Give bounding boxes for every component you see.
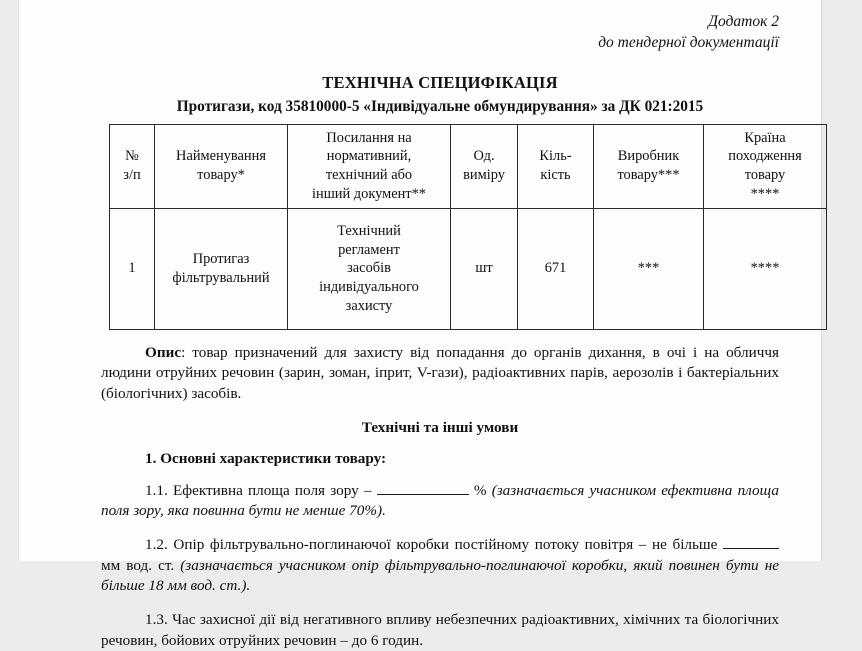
item-1-3 — [101, 610, 779, 651]
cell-quantity: 671 — [518, 208, 594, 329]
conditions-heading: Технічні та інші умови — [361, 418, 519, 436]
cell-reference-line3: засобів — [347, 260, 391, 277]
cell-name-line1: Протигаз — [192, 250, 250, 267]
header-reference-line3: технічний або — [325, 167, 413, 184]
item-1-2-note: (зазначається учасником опір фільтрувально-поглинаючої коробки, який повинен бути не більше 18 мм вод. ст.). — [101, 556, 779, 595]
cell-unit: шт — [451, 208, 518, 329]
item-1-1-note: (зазначається учасником ефективна площа поля зору, яка повинна бути не менше 70%). — [101, 481, 780, 520]
item-1-1-after-blank: % — [468, 481, 492, 499]
header-name-line2: товару* — [197, 167, 245, 184]
item-1-1-blank-field[interactable] — [377, 494, 469, 495]
header-country-line1: Країна — [744, 129, 786, 146]
header-cell-unit — [451, 124, 518, 208]
header-unit-line2: виміру — [463, 167, 505, 184]
item-1-1-prefix: 1.1. Ефективна площа поля зору – — [145, 481, 377, 499]
item-1-2-after-blank: мм вод. ст. — [101, 556, 181, 574]
cell-manufacturer: *** — [594, 208, 704, 329]
cell-reference-line5: захисту — [345, 297, 393, 314]
cell-number: 1 — [110, 208, 155, 329]
header-unit-line1: Од. — [473, 148, 495, 165]
document-title: ТЕХНІЧНА СПЕЦИФІКАЦІЯ — [322, 72, 558, 92]
item-1-2-prefix: 1.2. Опір фільтрувально-поглинаючої коробки постійному потоку повітря – не більше — [145, 535, 723, 553]
header-country-line4: **** — [750, 185, 780, 202]
annex-line-2: до тендерної документації — [598, 34, 779, 52]
annex-line-1: Додаток 2 — [708, 13, 779, 30]
annex-header — [101, 11, 779, 54]
cell-name-line2: фільтрувальний — [172, 269, 270, 286]
header-manufacturer-line1: Виробник — [617, 148, 680, 165]
header-cell-manufacturer — [594, 124, 704, 208]
page-content — [19, 0, 823, 651]
cell-country: **** — [704, 208, 827, 329]
cell-name — [155, 208, 288, 329]
item-1-3-text: 1.3. Час захисної дії від негативного впливу небезпечних радіоактивних, хімічних та біологічних речовин, бойових отруйних речовин – до 6 годин. — [101, 611, 779, 649]
description-label: Опис — [145, 343, 182, 361]
header-number-line2: з/п — [123, 167, 141, 184]
cell-reference-line1: Технічний — [337, 222, 401, 239]
header-cell-country — [704, 124, 827, 208]
item-1-2-blank-field[interactable] — [723, 548, 779, 549]
header-quantity-line2: кість — [540, 167, 571, 184]
cell-reference-line4: індивідуального — [319, 278, 419, 295]
header-cell-name — [155, 124, 288, 208]
cell-reference-line2: регламент — [338, 241, 400, 258]
header-country-line3: товару — [744, 167, 786, 184]
header-manufacturer-line2: товару*** — [617, 167, 680, 184]
header-reference-line1: Посилання на — [326, 129, 412, 146]
specification-table — [109, 124, 827, 330]
table-header-row — [110, 124, 827, 208]
description-paragraph — [101, 343, 779, 405]
section1-heading-text: 1. Основні характеристики товару: — [145, 449, 387, 467]
header-quantity-line1: Кіль- — [539, 148, 572, 165]
table-row — [110, 208, 827, 329]
header-country-line2: походження — [728, 148, 802, 165]
section1-heading — [101, 450, 779, 468]
header-name-line1: Найменування — [176, 148, 266, 165]
header-cell-reference — [288, 124, 451, 208]
header-cell-quantity — [518, 124, 594, 208]
cell-reference — [288, 208, 451, 329]
header-number-line1: № — [125, 148, 139, 165]
item-1-2 — [101, 535, 779, 597]
item-1-1 — [101, 481, 779, 522]
document-subtitle: Протигази, код 35810000-5 «Індивідуальне обмундирування» за ДК 021:2015 — [176, 97, 704, 115]
header-cell-number — [110, 124, 155, 208]
header-reference-line2: нормативний, — [326, 148, 412, 165]
header-reference-line4: інший документ** — [312, 185, 426, 202]
description-text: : товар призначений для захисту від попадання до органів дихання, в очі і на обличчя людини отруйних речовин (зарин, зоман, іприт, V-гази), радіоактивних парів, аерозолів і бактеріальних (біологічних) засобів. — [101, 343, 779, 402]
document-page — [18, 0, 822, 649]
